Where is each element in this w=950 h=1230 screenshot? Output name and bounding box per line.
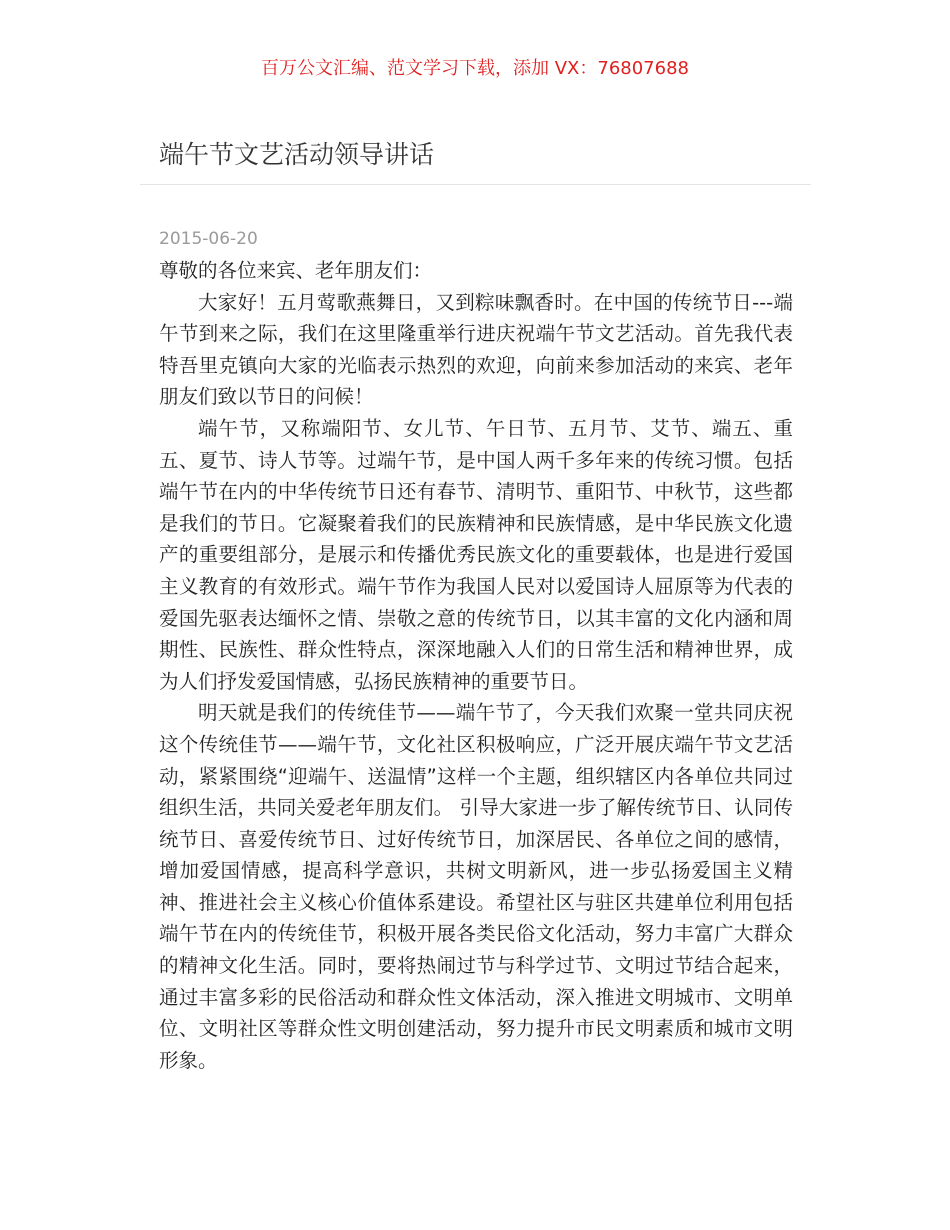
- article-body: [159, 255, 793, 1076]
- title-divider: [140, 184, 811, 185]
- publish-date: 2015-06-20: [159, 229, 258, 249]
- paragraph-1: 大家好！五月莺歌燕舞日，又到粽味飘香时。在中国的传统节日---端午节到来之际，我们在这里隆重举行进庆祝端午节文艺活动。首先我代表特吾里克镇向大家的光临表示热烈的欢迎，向前来参加活动的来宾、老年朋友们致以节日的问候！: [159, 290, 793, 409]
- article-title: 端午节文艺活动领导讲话: [159, 140, 435, 169]
- paragraph-3: 明天就是我们的传统佳节——端午节了，今天我们欢聚一堂共同庆祝这个传统佳节——端午节，文化社区积极响应，广泛开展庆端午节文艺活动，紧紧围绕“迎端午、送温情”这样一个主题，组织辖区内各单位共同过组织生活，共同关爱老年朋友们。 引导大家进一步了解传统节日、认同传统节日、喜爱传统节日、过好传统节日，加深居民、各单位之间的感情，增加爱国情感，提高科学意识，共树文明新风，进一步弘扬爱国主义精神、推进社会主义核心价值体系建设。希望社区与驻区共建单位利用包括端午节在内的传统佳节，积极开展各类民俗文化活动，努力丰富广大群众的精神文化生活。同时，要将热闹过节与科学过节、文明过节结合起来，通过丰富多彩的民俗活动和群众性文体活动，深入推进文明城市、文明单位、文明社区等群众性文明创建活动，努力提升市民文明素质和城市文明形象。: [159, 701, 793, 1072]
- promo-banner: 百万公文汇编、范文学习下载，添加 VX：76807688: [261, 58, 689, 79]
- paragraph-2: 端午节，又称端阳节、女儿节、午日节、五月节、艾节、端五、重五、夏节、诗人节等。过端午节，是中国人两千多年来的传统习惯。包括端午节在内的中华传统节日还有春节、清明节、重阳节、中秋节，这些都是我们的节日。它凝聚着我们的民族精神和民族情感，是中华民族文化遗产的重要组部分，是展示和传播优秀民族文化的重要载体，也是进行爱国主义教育的有效形式。端午节作为我国人民对以爱国诗人屈原等为代表的爱国先驱表达缅怀之情、崇敬之意的传统节日，以其丰富的文化内涵和周期性、民族性、群众性特点，深深地融入人们的日常生活和精神世界，成为人们抒发爱国情感，弘扬民族精神的重要节日。: [159, 416, 793, 693]
- greeting: 尊敬的各位来宾、老年朋友们：: [159, 259, 433, 282]
